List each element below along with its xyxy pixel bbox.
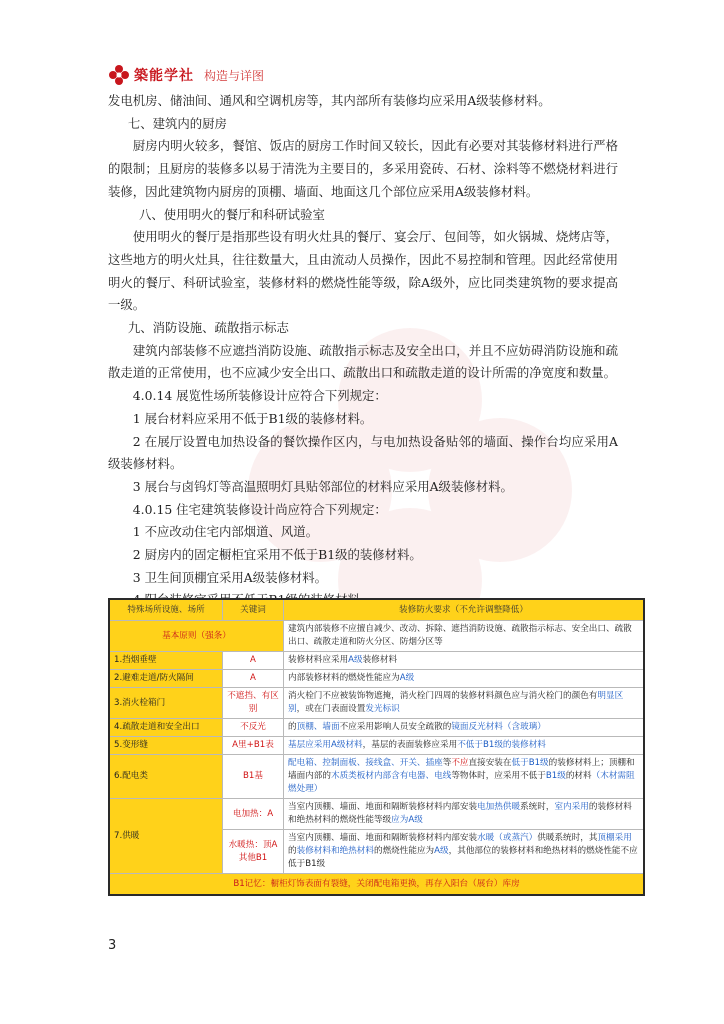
brand-subtitle: 构造与详图: [204, 68, 265, 83]
clause-item: 3 展台与卤钨灯等高温照明灯具贴邻部位的材料应采用A级装修材料。: [132, 478, 513, 494]
clause-heading: 4.0.14 展览性场所装修设计应符合下列规定：: [132, 388, 387, 404]
clause-item: 1 不应改动住宅内部烟道、风道。: [132, 524, 319, 540]
row-category: 7.供暖: [109, 799, 223, 874]
fire-requirements-table: [108, 598, 645, 896]
page-number: 3: [108, 938, 117, 953]
row-requirement: 当室内顶棚、墙面、地面和隔断装修材料内部安装水暖（或蒸汽）供暖系统时，其顶棚采用的装修材料和绝热材料的燃烧性能应为A级，其他部位的装修材料和绝热材料的燃烧性能不应低于B1级: [284, 830, 645, 874]
row-keyword: 电加热：A: [223, 799, 284, 830]
row-category: 1.挡烟垂壁: [109, 652, 223, 670]
row-keyword: 水暖热：顶A其他B1: [223, 830, 284, 874]
table-row: [109, 621, 644, 652]
body-text: [108, 90, 618, 612]
table-row: [109, 719, 644, 737]
paragraph: 厨房内明火较多，餐馆、饭店的厨房工作时间又较长，因此有必要对其装修材料进行严格的限制；且厨房的装修多以易于清洗为主要目的，多采用瓷砖、石材、涂料等不燃烧材料进行装修，因此建筑物内厨房的顶棚、墙面、地面这几个部位应采用A级装修材料。: [108, 138, 618, 199]
table-row: [109, 652, 644, 670]
clause-item: 2 厨房内的固定橱柜宜采用不低于B1级的装修材料。: [132, 547, 422, 563]
column-header: 特殊场所设施、场所: [109, 599, 223, 621]
basic-principle-label: 基本原则（强条）: [109, 621, 284, 652]
clause-item: 1 展台材料应采用不低于B1级的装修材料。: [132, 410, 373, 426]
section-heading: 七、建筑内的厨房: [127, 115, 227, 131]
paragraph: 使用明火的餐厅是指那些设有明火灶具的餐厅、宴会厅、包间等，如火锅城、烧烤店等，这些地方的明火灶具，往往数量大，且由流动人员操作，因此不易控制和管理。因此经常使用明火的餐厅、科研试验室，装修材料的燃烧性能等级，除A级外，应比同类建筑物的要求提高一级。: [108, 229, 618, 313]
section-heading: 九、消防设施、疏散指示标志: [127, 320, 289, 336]
row-requirement: 装修材料应采用A级装修材料: [284, 652, 645, 670]
column-header: 装修防火要求（不允许调整降低）: [284, 599, 645, 621]
table-row: [109, 737, 644, 755]
row-requirement: 内部装修材料的燃烧性能应为A级: [284, 670, 645, 688]
row-category: 4.疏散走道和安全出口: [109, 719, 223, 737]
memory-tip: B1记忆：橱柜灯饰表面有裂缝，关闭配电箱更换，再存入阳台（展台）库房: [109, 874, 644, 896]
clause-item: 3 卫生间顶棚宜采用A级装修材料。: [132, 569, 328, 585]
column-header: 关键词: [223, 599, 284, 621]
table-header-row: [109, 599, 644, 621]
row-keyword: A里+B1表: [223, 737, 284, 755]
row-category: 2.避难走道/防火隔间: [109, 670, 223, 688]
table-row: [109, 688, 644, 719]
section-heading: 八、使用明火的餐厅和科研试验室: [139, 206, 325, 222]
row-category: 6.配电类: [109, 755, 223, 799]
row-requirement: 当室内顶棚、墙面、地面和隔断装修材料内部安装电加热供暖系统时，室内采用的装修材料和绝热材料的燃烧性能等级应为A级: [284, 799, 645, 830]
row-keyword: 不遮挡、有区别: [223, 688, 284, 719]
row-requirement: 配电箱、控制面板、接线盒、开关、插座等不应直接安装在低于B1级的装修材料上；顶棚和墙面内部的木质类板材内部含有电器、电线等物体时，应采用不低于B1级的材料（木材需阻燃处理）: [284, 755, 645, 799]
paragraph: 建筑内部装修不应遮挡消防设施、疏散指示标志及安全出口，并且不应妨碍消防设施和疏散走道的正常使用，也不应减少安全出口、疏散出口和疏散走道的设计所需的净宽度和数量。: [108, 342, 618, 381]
row-requirement: 的顶棚、墙面不应采用影响人员安全疏散的镜面反光材料（含玻璃）: [284, 719, 645, 737]
brand-logo-icon: [108, 64, 130, 86]
row-category: 5.变形缝: [109, 737, 223, 755]
row-keyword: A: [223, 670, 284, 688]
table-row: [109, 670, 644, 688]
paragraph: 发电机房、储油间、通风和空调机房等，其内部所有装修均应采用A级装修材料。: [108, 93, 551, 108]
table-row: [109, 799, 644, 830]
row-requirement: 消火栓门不应被装饰物遮掩，消火栓门四周的装修材料颜色应与消火栓门的颜色有明显区别，或在门表面设置发光标识: [284, 688, 645, 719]
table-footer-row: [109, 874, 644, 896]
table-row: [109, 755, 644, 799]
row-keyword: B1基: [223, 755, 284, 799]
row-keyword: A: [223, 652, 284, 670]
brand-name: 築能学社: [134, 68, 194, 84]
clause-item: 2 在展厅设置电加热设备的餐饮操作区内，与电加热设备贴邻的墙面、操作台均应采用A级装修材料。: [108, 433, 618, 472]
clause-heading: 4.0.15 住宅建筑装修设计尚应符合下列规定：: [132, 501, 387, 517]
page-header: [108, 62, 264, 88]
row-category: 3.消火栓箱门: [109, 688, 223, 719]
basic-principle-text: 建筑内部装修不应擅自减少、改动、拆除、遮挡消防设施、疏散指示标志、安全出口、疏散出口、疏散走道和防火分区、防烟分区等: [284, 621, 645, 652]
row-keyword: 不反光: [223, 719, 284, 737]
row-requirement: 基层应采用A级材料，基层的表面装修应采用不低于B1级的装修材料: [284, 737, 645, 755]
